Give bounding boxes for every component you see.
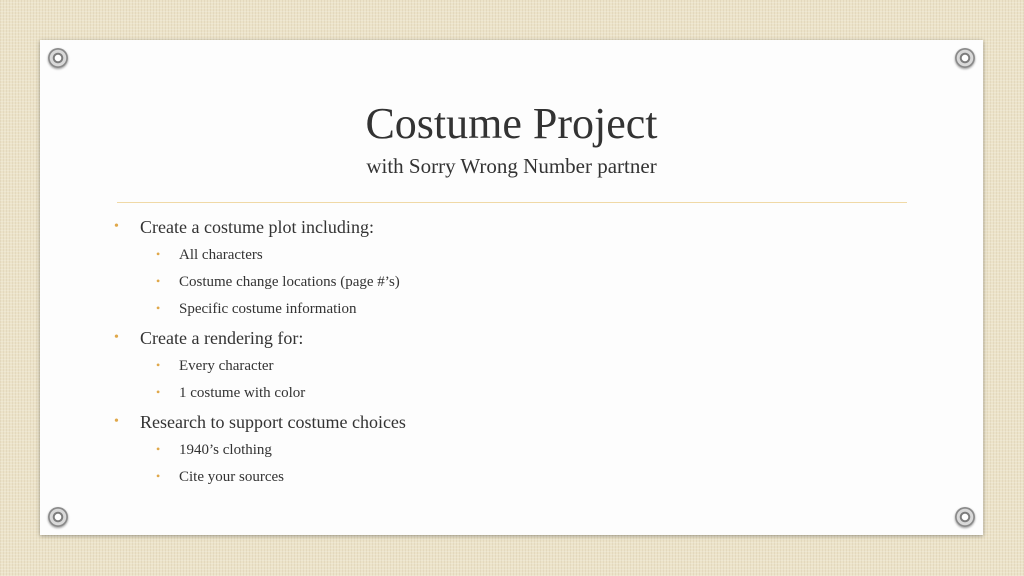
bullet-icon: • [156,469,161,483]
list-item [114,212,894,242]
bullet-icon: • [156,442,161,456]
sub-list-item [114,353,894,380]
bullet-icon: • [156,301,161,315]
sub-list-item [114,242,894,269]
list-item [114,407,894,437]
sub-list-item [114,269,894,296]
slide-title: Costume Project [365,99,658,148]
bullet-icon: • [156,385,161,399]
sub-list-item-text: Cite your sources [179,469,284,485]
list-item-text: Research to support costume choices [140,412,406,432]
bullet-icon: • [156,358,161,372]
sub-list-item-text: 1 costume with color [179,385,306,401]
sub-list-item-text: Costume change locations (page #’s) [179,274,400,290]
title-divider [117,202,907,203]
sub-list-item [114,296,894,323]
slide [40,40,983,535]
grommet-icon [48,48,68,68]
grommet-icon [48,507,68,527]
list-item [114,323,894,353]
sub-list-item-text: Every character [179,358,274,374]
list-item-text: Create a costume plot including: [140,217,374,237]
sub-list-item-text: All characters [179,247,263,263]
sub-list-item-text: 1940’s clothing [179,442,272,458]
slide-subtitle: with Sorry Wrong Number partner [366,154,657,178]
bullet-icon: • [156,274,161,288]
grommet-icon [955,48,975,68]
sub-list-item-text: Specific costume information [179,301,357,317]
list-item-text: Create a rendering for: [140,328,304,348]
bullet-icon: • [114,219,119,234]
bullet-icon: • [114,330,119,345]
sub-list-item [114,380,894,407]
bullet-icon: • [114,414,119,429]
sub-list-item [114,437,894,464]
grommet-icon [955,507,975,527]
sub-list-item [114,464,894,491]
bullet-icon: • [156,247,161,261]
bullet-list [114,212,894,491]
